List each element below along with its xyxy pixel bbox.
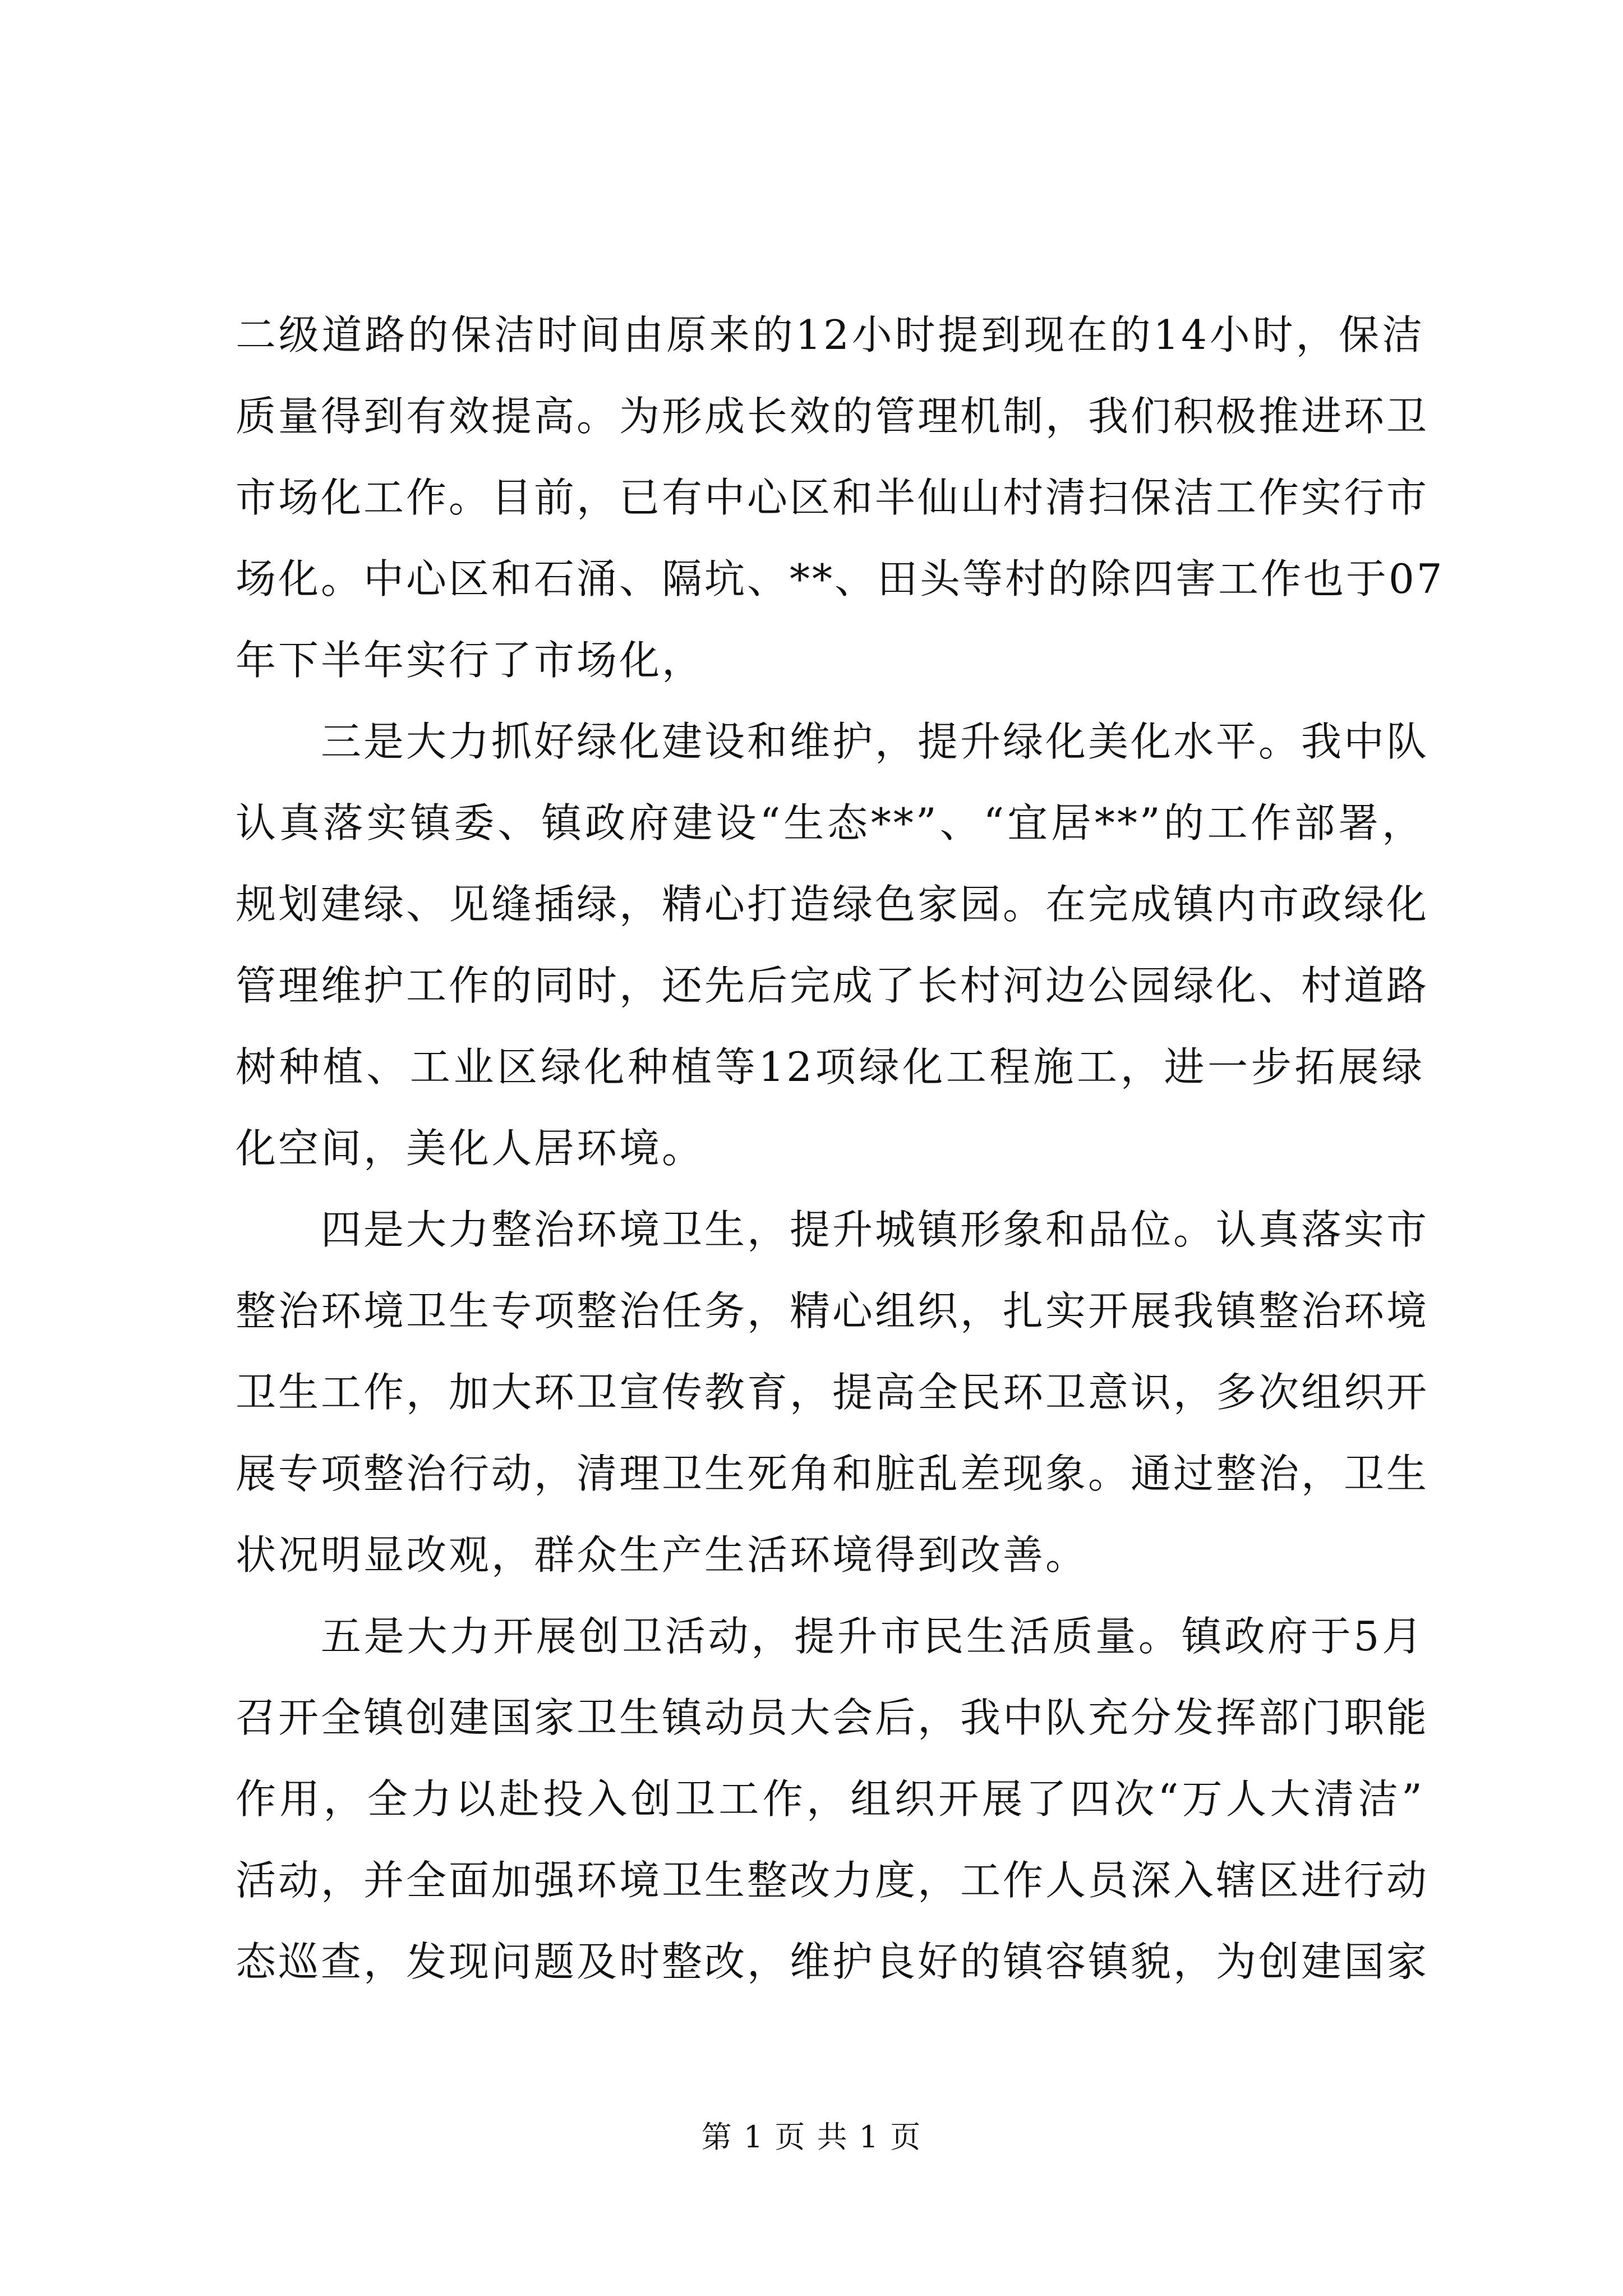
document-body	[236, 295, 1445, 2003]
text-line: 召开全镇创建国家卫生镇动员大会后，我中队充分发挥部门职能	[236, 1694, 1430, 1741]
text-line: 状况明显改观，群众生产生活环境得到改善。	[236, 1531, 1089, 1579]
text-line: 卫生工作，加大环卫宣传教育，提高全民环卫意识，多次组织开	[236, 1369, 1430, 1416]
paragraph-first-line: 五是大力开展创卫活动，提升市民生活质量。镇政府于5月	[321, 1613, 1424, 1660]
paragraph-first-line: 四是大力整治环境卫生，提升城镇形象和品位。认真落实市	[321, 1206, 1430, 1253]
text-line: 整治环境卫生专项整治任务，精心组织，扎实开展我镇整治环境	[236, 1287, 1430, 1335]
page-footer: 第 1 页 共 1 页	[701, 2119, 922, 2155]
text-line: 态巡查，发现问题及时整改，维护良好的镇容镇貌，为创建国家	[236, 1938, 1430, 1985]
text-line: 年下半年实行了市场化，	[236, 637, 705, 684]
text-line: 化空间，美化人居环境。	[236, 1125, 705, 1172]
text-line: 市场化工作。目前，已有中心区和半仙山村清扫保洁工作实行市	[236, 474, 1430, 521]
paragraph-first-line: 三是大力抓好绿化建设和维护，提升绿化美化水平。我中队	[321, 718, 1430, 765]
text-line: 二级道路的保洁时间由原来的12小时提到现在的14小时，保洁	[236, 311, 1424, 358]
text-line: 认真落实镇委、镇政府建设“生态**”、“宜居**”的工作部署，	[236, 799, 1424, 846]
text-line: 展专项整治行动，清理卫生死角和脏乱差现象。通过整治，卫生	[236, 1450, 1430, 1497]
text-line: 质量得到有效提高。为形成长效的管理机制，我们积极推进环卫	[236, 393, 1430, 440]
text-line: 树种植、工业区绿化种植等12项绿化工程施工，进一步拓展绿	[236, 1043, 1424, 1091]
text-line: 规划建绿、见缝插绿，精心打造绿色家园。在完成镇内市政绿化	[236, 881, 1430, 928]
text-line: 场化。中心区和石涌、隔坑、**、田头等村的除四害工作也于07	[236, 555, 1445, 602]
text-line: 作用，全力以赴投入创卫工作，组织开展了四次“万人大清洁”	[236, 1775, 1424, 1823]
text-line: 管理维护工作的同时，还先后完成了长村河边公园绿化、村道路	[236, 962, 1430, 1009]
text-line: 活动，并全面加强环境卫生整改力度，工作人员深入辖区进行动	[236, 1857, 1430, 1904]
